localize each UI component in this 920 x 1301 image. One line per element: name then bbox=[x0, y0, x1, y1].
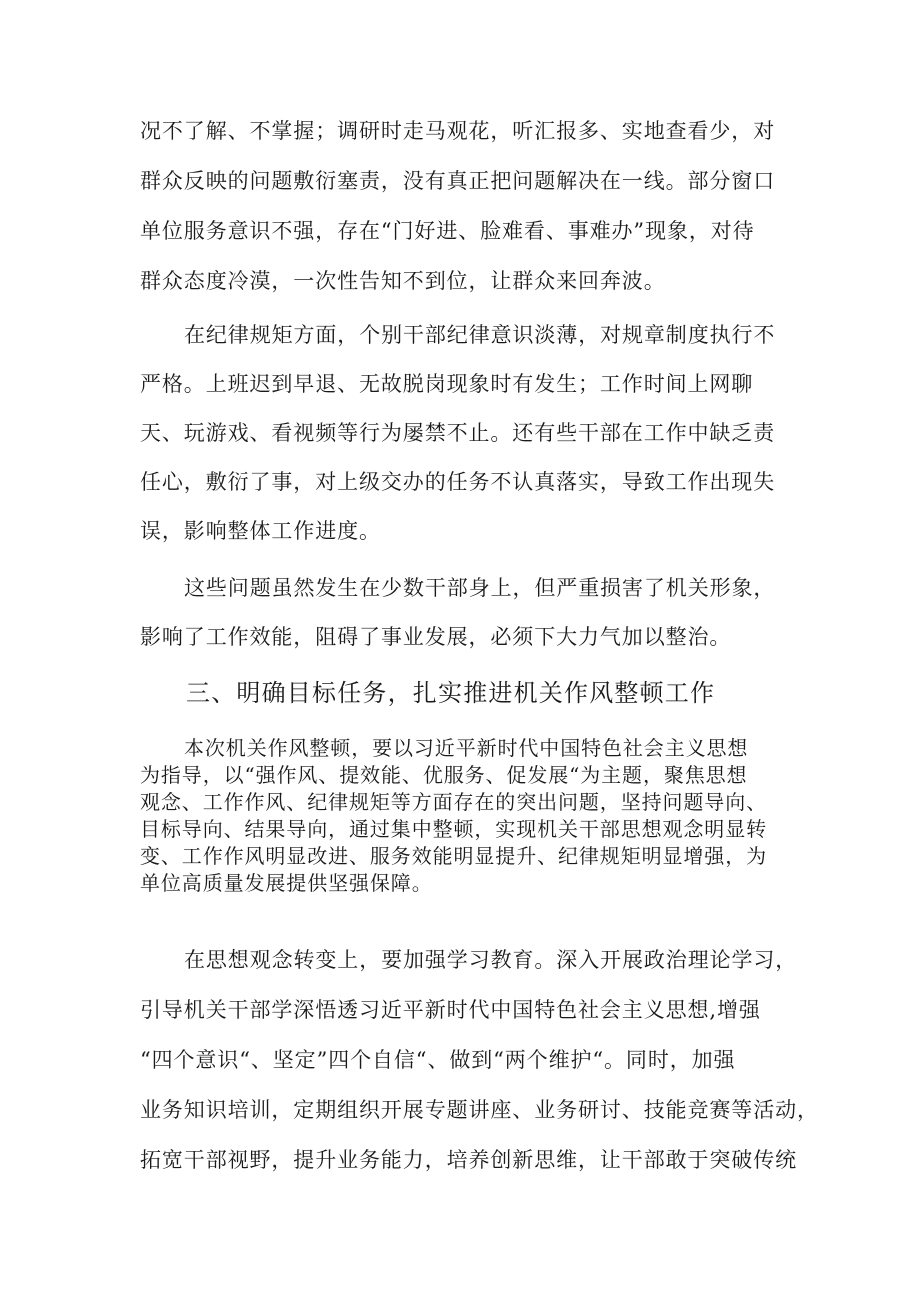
text-line: 任心，敷衍了事，对上级交办的任务不认真落实，导致工作出现失 bbox=[140, 470, 776, 494]
text-line: 况不了解、不掌握；调研时走马观花，听汇报多、实地查看少，对 bbox=[140, 119, 776, 143]
text-line: 天、玩游戏、看视频等行为屡禁不止。还有些干部在工作中缺乏责 bbox=[140, 421, 776, 445]
text-line: 变、工作作风明显改进、服务效能明显提升、纪律规矩明显增强，为 bbox=[140, 844, 767, 868]
text-line: 观念、工作作风、纪律规矩等方面存在的突出问题，坚持问题导向、 bbox=[140, 790, 767, 814]
text-line: “四个意识“、坚定”四个自信“、做到“两个维护“。同时，加强 bbox=[140, 1048, 736, 1072]
text-line: 拓宽干部视野，提升业务能力，培养创新思维，让干部敢于突破传统 bbox=[140, 1148, 797, 1172]
text-line: 严格。上班迟到早退、无故脱岗现象时有发生；工作时间上网聊 bbox=[140, 372, 754, 396]
text-line: 影响了工作效能，阻碍了事业发展，必须下大力气加以整治。 bbox=[140, 625, 732, 649]
section-heading: 三、明确目标任务，扎实推进机关作风整顿工作 bbox=[186, 679, 716, 707]
text-line: 本次机关作风整顿，要以习近平新时代中国特色社会主义思想 bbox=[184, 736, 749, 760]
text-line: 这些问题虽然发生在少数干部身上，但严重损害了机关形象， bbox=[184, 576, 776, 600]
text-line: 目标导向、结果导向，通过集中整顿，实现机关干部思想观念明显转 bbox=[140, 817, 767, 841]
text-line: 引导机关干部学深悟透习近平新时代中国特色社会主义思想,增强 bbox=[140, 998, 761, 1022]
text-line: 为指导，以“强作风、提效能、优服务、促发展“为主题，聚焦思想 bbox=[140, 763, 748, 787]
text-line: 单位高质量发展提供坚强保障。 bbox=[140, 871, 433, 895]
text-line: 在纪律规矩方面，个别干部纪律意识淡薄，对规章制度执行不 bbox=[184, 323, 776, 347]
text-line: 单位服务意识不强，存在“门好进、脸难看、事难办”现象，对待 bbox=[140, 219, 755, 243]
text-line: 群众反映的问题敷衍塞责，没有真正把问题解决在一线。部分窗口 bbox=[140, 169, 776, 193]
text-line: 群众态度冷漠，一次性告知不到位，让群众来回奔波。 bbox=[140, 269, 666, 293]
text-line: 业务知识培训，定期组织开展专题讲座、业务研讨、技能竞赛等活动， bbox=[140, 1098, 819, 1122]
text-line: 误，影响整体工作进度。 bbox=[140, 519, 381, 543]
text-line: 在思想观念转变上，要加强学习教育。深入开展政治理论学习， bbox=[184, 948, 798, 972]
